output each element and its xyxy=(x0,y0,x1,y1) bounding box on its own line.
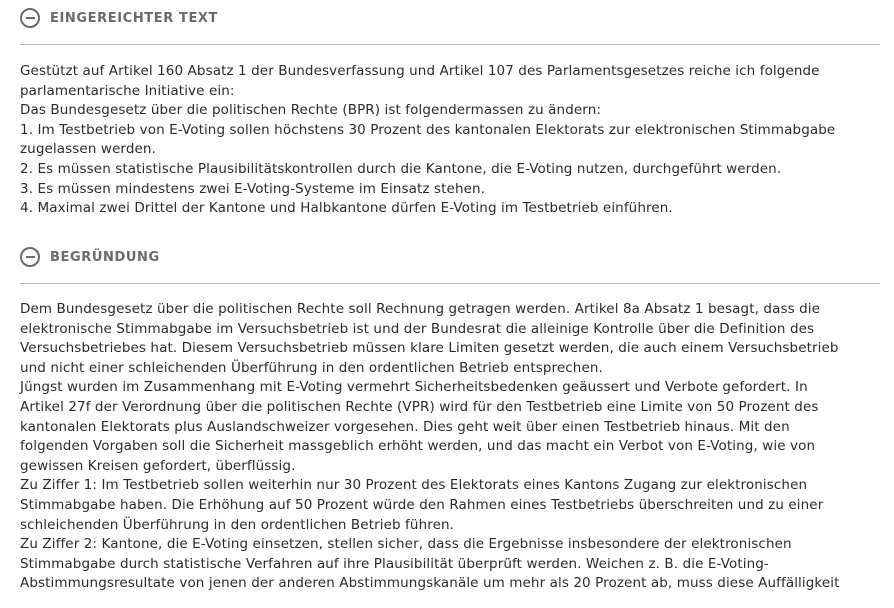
text-line: 4. Maximal zwei Drittel der Kantone und Halbkantone dürfen E-Voting im Testbetrieb einführen. xyxy=(20,200,673,217)
text-line: elektronische Stimmabgabe im Versuchsbetrieb ist und der Bundesrat die alleinige Kontrolle über die Definition des xyxy=(20,320,815,337)
text-line: Das Bundesgesetz über die politischen Rechte (BPR) ist folgendermassen zu ändern: xyxy=(20,102,601,119)
text-line: 2. Es müssen statistische Plausibilitätskontrollen durch die Kantone, die E-Voting nutzen, durchgeführt werden. xyxy=(20,160,782,177)
collapse-minus-icon[interactable] xyxy=(20,247,40,267)
section-divider xyxy=(20,44,880,45)
section-header-begruendung[interactable] xyxy=(20,245,160,269)
text-line: Jüngst wurden im Zusammenhang mit E-Voting vermehrt Sicherheitsbedenken geäussert und Verbote gefordert. In xyxy=(20,379,808,396)
text-line: Zu Ziffer 1: Im Testbetrieb sollen weiterhin nur 30 Prozent des Elektorats eines Kantons Zugang zur elektronischen xyxy=(20,477,808,494)
text-line: parlamentarische Initiative ein: xyxy=(20,82,235,99)
section-body-eingereichter-text xyxy=(20,62,880,219)
text-line: Artikel 27f der Verordnung über die politischen Rechte (VPR) wird für den Testbetrieb eine Limite von 50 Prozent des xyxy=(20,398,819,415)
section-body-begruendung xyxy=(20,300,880,594)
text-line: Zu Ziffer 2: Kantone, die E-Voting einsetzen, stellen sicher, dass die Ergebnisse insbesondere der elektronischen xyxy=(20,536,792,553)
collapse-minus-icon[interactable] xyxy=(20,8,40,28)
text-line: 3. Es müssen mindestens zwei E-Voting-Systeme im Einsatz stehen. xyxy=(20,180,486,197)
text-line: und nicht einer schleichenden Überführung in den ordentlichen Betrieb entsprechen. xyxy=(20,359,603,376)
text-line: Gestützt auf Artikel 160 Absatz 1 der Bundesverfassung und Artikel 107 des Parlamentsgesetzes reiche ich folgende xyxy=(20,63,820,79)
text-line: zugelassen werden. xyxy=(20,141,156,158)
text-line: kantonalen Elektorats plus Auslandschweizer vorgesehen. Dies geht weit über einen Testbetrieb hinaus. Mit den xyxy=(20,418,790,435)
section-header-eingereichter-text[interactable] xyxy=(20,6,218,30)
text-line: Stimmabgabe durch statistische Verfahren auf ihre Plausibilität überprüft werden. Weichen z. B. die E-Voting- xyxy=(20,555,769,572)
section-divider xyxy=(20,283,880,284)
text-line: 1. Im Testbetrieb von E-Voting sollen höchstens 30 Prozent des kantonalen Elektorats zur elektronischen Stimmabgabe xyxy=(20,121,836,138)
text-line: folgenden Vorgaben soll die Sicherheit massgeblich erhöht werden, und das macht ein Verbot von E-Voting, wie von xyxy=(20,438,816,455)
text-line: Versuchsbetriebes hat. Diesem Versuchsbetrieb müssen klare Limiten gesetzt werden, die auch einem Versuchsbetrieb xyxy=(20,340,839,357)
text-line: gewissen Kreisen gefordert, überflüssig. xyxy=(20,457,296,474)
text-line: Abstimmungsresultate von jenen der anderen Abstimmungskanäle um mehr als 20 Prozent ab, muss diese Auffälligkeit xyxy=(20,575,840,592)
section-title: EINGEREICHTER TEXT xyxy=(50,10,219,26)
text-line: Stimmabgabe haben. Die Erhöhung auf 50 Prozent würde den Rahmen eines Testbetriebs überschreiten und zu einer xyxy=(20,496,824,513)
section-title: BEGRÜNDUNG xyxy=(50,249,160,265)
text-line: schleichenden Überführung in den ordentlichen Betrieb führen. xyxy=(20,516,455,533)
text-line: Dem Bundesgesetz über die politischen Rechte soll Rechnung getragen werden. Artikel 8a Absatz 1 besagt, dass die xyxy=(20,301,821,317)
